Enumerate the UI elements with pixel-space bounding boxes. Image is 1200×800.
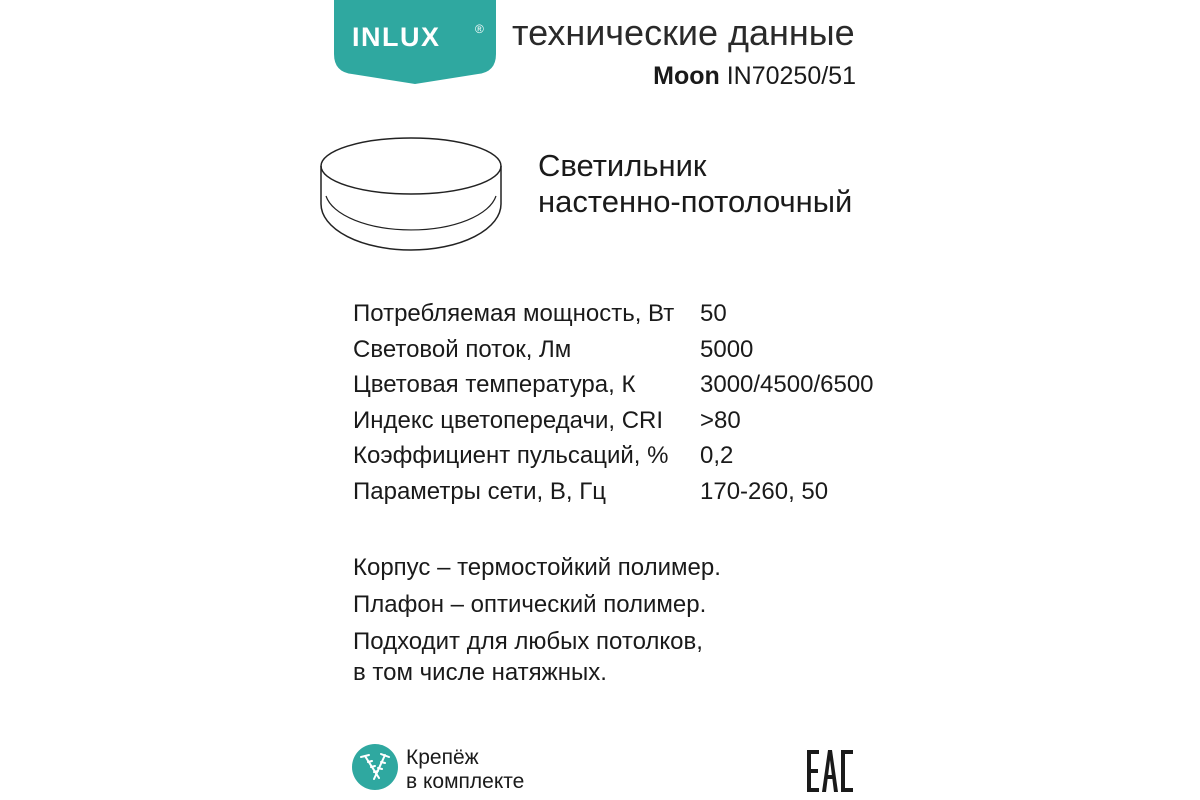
model-code: IN70250/51 (726, 62, 856, 90)
spec-value: 5000 (700, 335, 754, 363)
product-title (538, 148, 852, 220)
spec-value: 3000/4500/6500 (700, 371, 874, 398)
spec-value: 170-260, 50 (700, 477, 829, 505)
spec-value: >80 (700, 406, 741, 434)
brand-logo: INLUX (352, 22, 441, 52)
suitability-line2: в том числе натяжных. (353, 659, 607, 686)
model-name: Moon (653, 62, 720, 90)
suitability-line1: Подходит для любых потолков, (353, 628, 703, 655)
spec-label: Параметры сети, В, Гц (353, 477, 606, 505)
spec-value: 0,2 (700, 442, 734, 469)
round-ceiling-lamp-icon (316, 132, 506, 254)
mount-line2: в комплекте (406, 770, 525, 793)
spec-label: Потребляемая мощность, Вт (353, 300, 675, 327)
product-title-line2: настенно-потолочный (538, 184, 853, 219)
model-line (653, 62, 856, 91)
shade-note: Плафон – оптический полимер. (353, 591, 707, 618)
registered-mark: ® (475, 22, 484, 36)
spec-label: Индекс цветопередачи, CRI (353, 406, 664, 434)
product-title-line1: Светильник (538, 148, 707, 183)
mount-included (406, 746, 524, 794)
spec-label: Световой поток, Лм (353, 335, 572, 363)
spec-value: 50 (700, 300, 727, 327)
product-notes (353, 552, 721, 694)
suitability-note (353, 626, 721, 688)
eac-certification-icon (805, 746, 855, 796)
page-title: технические данные (512, 12, 855, 53)
spec-label: Коэффициент пульсаций, % (353, 442, 669, 469)
screws-icon (352, 744, 398, 790)
housing-note: Корпус – термостойкий полимер. (353, 554, 721, 581)
mount-line1: Крепёж (406, 746, 479, 769)
spec-label: Цветовая температура, К (353, 371, 636, 398)
